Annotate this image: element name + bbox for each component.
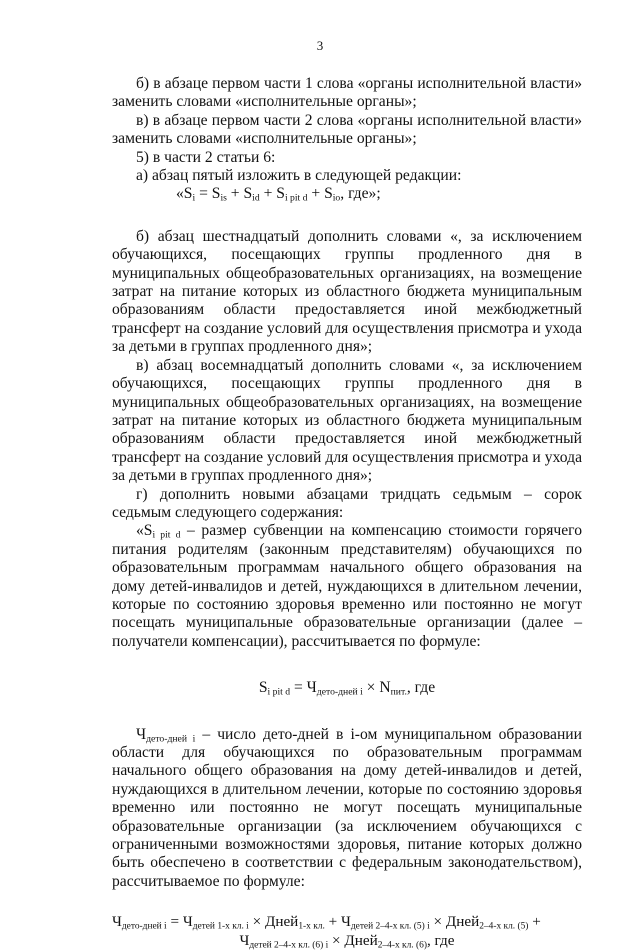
- spacer: [112, 651, 582, 679]
- formula-s-pit: $S_{i pit d} = Ч_{дето-дней i} \times N_{пит.}$, где: [258, 679, 436, 698]
- paragraph-v-eighteenth: в) абзац восемнадцатый дополнить словами «, за исключением обучающихся, посещающих группы продленного дня в муниципальных общеобразовательных организациях, на возмещение затрат на питание которых из областного бюджета муниципальным образованиям области предоставляется иной межбюджетный трансферт на создание условий для осуществления присмотра и ухода за детьми в группах продленного дня»;: [112, 356, 582, 485]
- paragraph-ch-definition: $Ч_{дето-дней i}$ – число дето-дней в i-ом муниципальном образовании области для обучающихся по образовательным программам начального общего образования на дому детей-инвалидов и детей, нуждающихся в длительном лечении, которые по состоянию здоровья временно или постоянно не могут посещать муниципальные образовательные организации (за исключением обучающихся с ограниченными возможностями здоровья, питание которых должно быть обеспечено в соответствии с федеральным законодательством), рассчитываемое по формуле:: [112, 725, 582, 890]
- paragraph-b-part1: б) в абзаце первом части 1 слова «органы исполнительной власти» заменить словами «исполнительные органы»;: [112, 75, 582, 111]
- formula-ch-line2: $Ч_{детей 2-4-х кл. (6) i}$ × Дней$_{2-4-х кл. (6)}$, где: [239, 931, 455, 950]
- paragraph-a-fifth: а) абзац пятый изложить в следующей редакции:: [136, 167, 462, 185]
- page-number: 3: [316, 38, 324, 53]
- paragraph-s-pit-definition: «$S_{i pit d}$ – размер субвенции на компенсацию стоимости горячего питания родителям (законным представителям) обучающихся по образовательным программам начального общего образования на дому детей-инвалидов и детей, нуждающихся в длительном лечении, которые по состоянию здоровья временно или постоянно не могут посещать муниципальные образовательные организации (далее – получатели компенсации), рассчитывается по формуле:: [112, 522, 582, 650]
- spacer: [112, 698, 582, 726]
- paragraph-b-sixteenth: б) абзац шестнадцатый дополнить словами «, за исключением обучающихся, посещающих группы продленного дня в муниципальных общеобразовательных организациях, на возмещение затрат на питание которых из областного бюджета муниципальным образованиям области предоставляется иной межбюджетный трансферт на создание условий для осуществления присмотра и ухода за детьми в группах продленного дня»;: [112, 227, 582, 356]
- spacer: [112, 204, 582, 228]
- formula-ch-line1: $Ч_{дето-дней i} = Ч_{детей 1-х кл. i}$ × Дней$_{1-х кл.}$ + $Ч_{детей 2-4-х кл. (5) i}$ × Дней$_{2-4-х кл. (5)}$ +: [112, 913, 541, 932]
- paragraph-item-5: 5) в части 2 статьи 6:: [136, 148, 276, 166]
- formula-s-sum: «$S_i = S_{is} + S_{id} + S_{i pit d} + S_{io}$, где»;: [176, 185, 381, 204]
- paragraph-v-part2: в) в абзаце первом части 2 слова «органы исполнительной власти» заменить словами «исполнительные органы»;: [112, 111, 582, 148]
- spacer: [112, 891, 582, 913]
- paragraph-g-new: г) дополнить новыми абзацами тридцать седьмым – сорок седьмым следующего содержания:: [112, 485, 582, 521]
- document-body: [112, 75, 582, 950]
